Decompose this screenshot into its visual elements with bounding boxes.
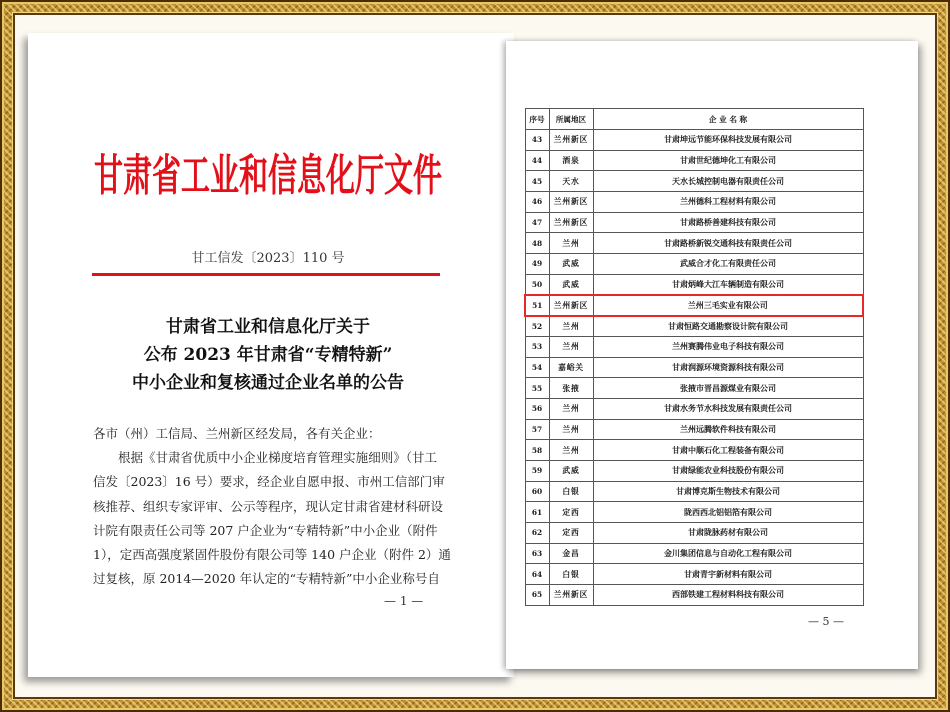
cell-name: 甘肃路桥善建科技有限公司: [593, 212, 863, 233]
cell-no: 54: [525, 357, 549, 378]
body-line: 核推荐、组织专家评审、公示等程序，现认定甘肃省建材科研设: [93, 498, 444, 514]
page-number: — 5 —: [808, 615, 844, 628]
cell-no: 48: [525, 233, 549, 254]
cell-no: 61: [525, 502, 549, 523]
cell-region: 白银: [549, 481, 593, 502]
table-row-highlighted: [525, 295, 863, 316]
cell-no: 60: [525, 481, 549, 502]
notice-title-line: 公布 2023 年甘肃省“专精特新”: [143, 345, 393, 365]
cell-region: 兰州新区: [549, 212, 593, 233]
cell-region: 张掖: [549, 378, 593, 399]
table-row: [525, 378, 863, 399]
cell-no: 58: [525, 440, 549, 461]
cell-region: 天水: [549, 171, 593, 192]
cell-no: 43: [525, 130, 549, 151]
cell-no: 53: [525, 336, 549, 357]
cell-name: 兰州德科工程材料有限公司: [593, 192, 863, 213]
header-region: 所属地区: [549, 109, 593, 130]
table-header-row: [525, 109, 863, 130]
cell-region: 兰州新区: [549, 295, 593, 316]
document-page-1: [28, 33, 514, 677]
table-row: [525, 523, 863, 544]
cell-region: 嘉峪关: [549, 357, 593, 378]
cell-name: 武威合才化工有限责任公司: [593, 254, 863, 275]
cell-region: 定西: [549, 502, 593, 523]
cell-name: 甘肃中顺石化工程装备有限公司: [593, 440, 863, 461]
cell-no: 65: [525, 585, 549, 606]
cell-no: 59: [525, 461, 549, 482]
table-row: [525, 440, 863, 461]
cell-name: 兰州远腾软件科技有限公司: [593, 419, 863, 440]
table-row: [525, 171, 863, 192]
table-row: [525, 398, 863, 419]
table-row: [525, 336, 863, 357]
cell-no: 49: [525, 254, 549, 275]
cell-region: 兰州: [549, 316, 593, 337]
cell-name: 甘肃博克斯生物技术有限公司: [593, 481, 863, 502]
cell-no: 52: [525, 316, 549, 337]
cell-no: 56: [525, 398, 549, 419]
cell-region: 武威: [549, 461, 593, 482]
cell-name: 甘肃水务节水科技发展有限责任公司: [593, 398, 863, 419]
table-row: [525, 585, 863, 606]
table-row: [525, 502, 863, 523]
cell-no: 64: [525, 564, 549, 585]
cell-region: 酒泉: [549, 150, 593, 171]
red-divider-line: [92, 273, 440, 276]
cell-name: 兰州三毛实业有限公司: [593, 295, 863, 316]
table-row: [525, 461, 863, 482]
cell-region: 兰州: [549, 336, 593, 357]
enterprise-list-table: [524, 108, 864, 606]
cell-no: 50: [525, 274, 549, 295]
cell-name: 甘肃陇脉药材有限公司: [593, 523, 863, 544]
cell-name: 甘肃路桥新锐交通科技有限责任公司: [593, 233, 863, 254]
cell-name: 天水长城控制电器有限责任公司: [593, 171, 863, 192]
notice-title-line: 中小企业和复核通过企业名单的公告: [132, 373, 404, 393]
cell-region: 兰州新区: [549, 192, 593, 213]
cell-region: 金昌: [549, 543, 593, 564]
cell-name: 甘肃青宇新材料有限公司: [593, 564, 863, 585]
body-line: 根据《甘肃省优质中小企业梯度培育管理实施细则》（甘工: [118, 450, 437, 466]
cell-no: 51: [525, 295, 549, 316]
cell-no: 63: [525, 543, 549, 564]
cell-name: 陇西西北铝铝箔有限公司: [593, 502, 863, 523]
table-row: [525, 233, 863, 254]
cell-name: 西部铁建工程材料科技有限公司: [593, 585, 863, 606]
cell-region: 武威: [549, 274, 593, 295]
cell-region: 定西: [549, 523, 593, 544]
cell-region: 兰州新区: [549, 585, 593, 606]
cell-region: 兰州: [549, 419, 593, 440]
table-row: [525, 481, 863, 502]
table-row: [525, 419, 863, 440]
table-row: [525, 130, 863, 151]
cell-region: 兰州新区: [549, 130, 593, 151]
cell-name: 兰州赛腾伟业电子科技有限公司: [593, 336, 863, 357]
table-row: [525, 150, 863, 171]
cell-no: 57: [525, 419, 549, 440]
salutation: 各市（州）工信局、兰州新区经发局，各有关企业：: [93, 426, 381, 441]
cell-region: 兰州: [549, 233, 593, 254]
table-row: [525, 357, 863, 378]
table-row: [525, 254, 863, 275]
body-line: 信发〔2023〕16 号）要求，经企业自愿申报、市州工信部门审: [93, 474, 445, 490]
cell-name: 甘肃世纪德坤化工有限公司: [593, 150, 863, 171]
notice-title-line: 甘肃省工业和信息化厅关于: [166, 317, 370, 337]
header-enterprise-name: 企 业 名 称: [593, 109, 863, 130]
cell-no: 44: [525, 150, 549, 171]
cell-name: 甘肃炳峰大江车辆制造有限公司: [593, 274, 863, 295]
document-number: 甘工信发〔2023〕110 号: [191, 251, 345, 266]
table-row: [525, 564, 863, 585]
table-row: [525, 543, 863, 564]
notice-title: [68, 313, 468, 397]
cell-name: 甘肃坤远节能环保科技发展有限公司: [593, 130, 863, 151]
cell-region: 白银: [549, 564, 593, 585]
cell-name: 甘肃润源环境资源科技有限公司: [593, 357, 863, 378]
document-page-5: [506, 41, 918, 669]
enterprise-table-body: [525, 130, 863, 606]
cell-region: 兰州: [549, 440, 593, 461]
table-row: [525, 192, 863, 213]
cell-name: 甘肃恒路交通勘察设计院有限公司: [593, 316, 863, 337]
cell-name: 金川集团信息与自动化工程有限公司: [593, 543, 863, 564]
cell-no: 46: [525, 192, 549, 213]
table-row: [525, 316, 863, 337]
cell-name: 张掖市晋昌源煤业有限公司: [593, 378, 863, 399]
cell-no: 45: [525, 171, 549, 192]
cell-name: 甘肃绿能农业科技股份有限公司: [593, 461, 863, 482]
red-letterhead: 甘肃省工业和信息化厅文件: [93, 150, 442, 201]
table-row: [525, 274, 863, 295]
cell-region: 兰州: [549, 398, 593, 419]
cell-no: 47: [525, 212, 549, 233]
table-row: [525, 212, 863, 233]
cell-region: 武威: [549, 254, 593, 275]
body-line: 过复核，原 2014—2020 年认定的“专精特新”中小企业称号自: [93, 571, 440, 587]
page-number: — 1 —: [384, 594, 424, 608]
cell-no: 55: [525, 378, 549, 399]
body-line: 计院有限责任公司等 207 户企业为“专精特新”中小企业（附件: [93, 522, 438, 538]
body-line: 1），定西高强度紧固件股份有限公司等 140 户企业（附件 2）通: [93, 547, 451, 563]
notice-body: [93, 422, 451, 591]
cell-no: 62: [525, 523, 549, 544]
header-serial-number: 序号: [525, 109, 549, 130]
